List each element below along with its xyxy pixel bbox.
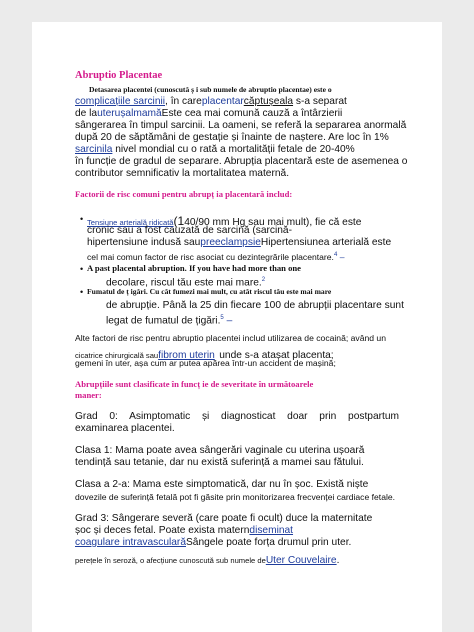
complications-link[interactable]: complicațiile sarcinii bbox=[75, 96, 166, 107]
document-title: Abruptio Placentae bbox=[75, 70, 163, 81]
footnote-2[interactable]: 2 bbox=[261, 277, 266, 283]
fibroid-link[interactable]: fibrom uterin bbox=[158, 350, 215, 361]
risk-2-line-2: decolare, riscul tău este mai mare.$^2$ bbox=[106, 277, 266, 289]
intro-line-7: contributor semnificativ la mortalitatea maternă. bbox=[75, 168, 290, 179]
grade-2-line-2: dovezile de suferință fetală pot fi găsite prin monitorizarea frecvenței cardiace fetale. bbox=[75, 492, 396, 502]
classification-heading-line-1: Abrupțiile sunt clasificate în funcț ie de severitate în următoarele bbox=[75, 379, 314, 389]
intro-line-2: de lauterușalmamăEste cea mai comună cauză a întârzierii bbox=[75, 108, 343, 119]
footnote-4[interactable]: 4 bbox=[333, 252, 338, 258]
grade-1-line-2: tendință sau tetanie, dar nu există suferință a mamei sau fătului. bbox=[75, 457, 364, 468]
bullet-2: • bbox=[80, 264, 84, 274]
grade-2-line-1: Clasa a 2-a: Mama este simptomatică, dar nu în șoc. Există niște bbox=[75, 479, 369, 490]
grade-0-line-1: Grad 0: Asimptomatic și diagnosticat doar prin postpartum bbox=[75, 411, 399, 422]
risk-3-line-2: de abrupție. Până la 25 din fiecare 100 de abrupții placentare sunt bbox=[106, 300, 404, 311]
grade-0-line-2: examinarea placentei. bbox=[75, 423, 175, 434]
grade-3-line-2: șoc și deces fetal. Poate exista materndiseminat bbox=[75, 525, 294, 536]
classification-heading-line-2: maner: bbox=[75, 390, 102, 400]
risk-3-line-1: Fumatul de ț igări. Cu cât fumezi mai mult, cu atât riscul tău este mai mare bbox=[87, 287, 332, 296]
risk-1-line-2: cronic sau a fost cauzată de sarcină (sarcină- bbox=[87, 225, 292, 236]
document-page bbox=[32, 22, 442, 632]
grade-1-line-1: Clasa 1: Mama poate avea sângerări vaginale cu uterina ușoară bbox=[75, 445, 365, 456]
intro-line-5: sarcinila nivel mondial cu o rată a mortalității fetale de 20-40% bbox=[75, 144, 355, 155]
risk-1-line-4: cel mai comun factor de risc asociat cu dezintegrările placentare.$^4$ – bbox=[87, 251, 345, 262]
intro-bold-line: Detasarea placentei (cunoscută ș i sub numele de abruptio placentae) este o bbox=[89, 85, 332, 94]
intro-line-6: în funcție de gradul de separare. Abrupția placentară este de asemenea o bbox=[75, 156, 408, 167]
risk-factors-heading: Factorii de risc comuni pentru abrupț ia placentară includ: bbox=[75, 189, 293, 199]
risk-1-line-3: hipertensiune indusă saupreeclampsieHipertensiunea arterială este bbox=[87, 237, 392, 248]
risk-2-line-1: A past placental abruption. If you have had more than one bbox=[87, 263, 301, 273]
preeclampsia-link[interactable]: preeclampsie bbox=[200, 237, 261, 248]
coagulation-link[interactable]: coagulare intravasculară bbox=[75, 537, 186, 548]
intro-line-3: sângerarea în timpul sarcinii. La oameni, se referă la separarea anormală bbox=[75, 120, 407, 131]
intro-line-1: complicațiile sarcinii, în careplacentarcăptușeala s-a separat bbox=[75, 96, 347, 107]
disseminated-link[interactable]: diseminat bbox=[249, 525, 294, 536]
placentar-link[interactable]: placentar bbox=[201, 96, 244, 107]
other-factors-line-1: Alte factori de risc pentru abruptio placentei includ utilizarea de cocaină; având un bbox=[75, 333, 386, 343]
grade-3-line-1: Grad 3: Sângerare severă (care poate fi ocult) duce la maternitate bbox=[75, 513, 373, 524]
bullet-3: • bbox=[80, 287, 84, 297]
hypertension-link[interactable]: Tensiune arterială ridicată bbox=[87, 218, 174, 227]
grade-3-line-3: coagulare intravascularăSângele poate forța drumul prin uter. bbox=[75, 537, 352, 548]
grade-3-line-4: perețele în seroză, o afecțiune cunoscută sub numele deUter Couvelaire. bbox=[75, 555, 340, 566]
risk-3-line-3: legat de fumatul de țigări.$^5$ – bbox=[106, 315, 233, 327]
uterus-link[interactable]: uterușalmamă bbox=[97, 108, 162, 119]
sarcini-link[interactable]: sarcinila bbox=[75, 144, 113, 155]
footnote-5[interactable]: 5 bbox=[220, 315, 224, 321]
other-factors-line-3: gemeni în uter, așa cum ar putea apărea într-un accident de mașină; bbox=[75, 358, 336, 368]
risk-1-line-1: Tensiune arterială ridicată(140/90 mm Hg sau mai mult), fie că este bbox=[87, 214, 362, 228]
couvelaire-uterus-link[interactable]: Uter Couvelaire bbox=[265, 555, 337, 566]
bullet-1: • bbox=[80, 214, 84, 224]
intro-line-4: după 20 de săptămâni de gestație și înainte de naștere. Are loc în 1% bbox=[75, 132, 389, 143]
other-factors-line-2: cicatrice chirurgicală saufibrom uterin unde s-a atașat placenta; bbox=[75, 350, 334, 361]
